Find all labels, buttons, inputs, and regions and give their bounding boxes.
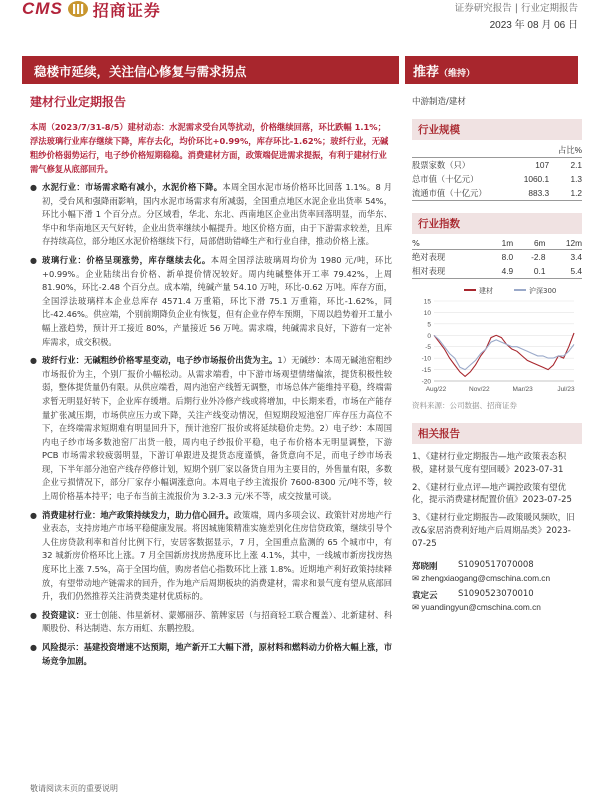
x-tick-label: Nov/22 (469, 386, 490, 393)
scale-row-pct: 1.3 (570, 174, 582, 184)
bullet-dot-icon: ● (30, 610, 37, 620)
index-value: 0.1 (533, 266, 546, 276)
bullet-dot-icon: ● (30, 510, 37, 520)
scale-row-label: 股票家数（只） (412, 160, 471, 170)
bullet-dot-icon: ● (30, 255, 37, 265)
scale-row-pct: 1.2 (570, 188, 582, 198)
y-tick-label: -5 (425, 344, 431, 352)
bullet-head: 水泥行业：市场需求略有减小，水泥价格下降。 (42, 182, 223, 192)
x-tick-label: Mar/23 (512, 386, 533, 393)
abstract: 本周（2023/7/31-8/5）建材动态：水泥需求受台风等扰动，价格继续回落，环比跌幅 1.1%；浮法玻璃行业库存继续下降，库存去化，均价环比+0.99%，库存环比-1.62%；玻纤行业，无碱粗纱价格弱势运行，电子纱价格短期稳稳。消费建材方面，政策端促进需求提振，有利于建材行业需气修复从底部回升。 (30, 122, 389, 174)
bullet-dot-icon: ● (30, 643, 37, 652)
index-value: 8.0 (501, 252, 514, 262)
report-header (0, 0, 600, 52)
header-info (455, 0, 578, 31)
scale-row-pct: 2.1 (570, 160, 582, 170)
analyst-block (412, 560, 582, 612)
index-value: 3.4 (570, 252, 582, 262)
bullet-investment-advice (30, 609, 392, 636)
index-value: 5.4 (570, 266, 582, 276)
analyst-name: 袁定云 (412, 590, 438, 601)
report-type: 建材行业定期报告 (30, 95, 127, 109)
bullet-head: 玻纤行业：无碱粗纱价格零星变动，电子纱市场报价出货为主。 (42, 355, 278, 366)
analyst-row (412, 589, 582, 601)
industry-scale-heading: 行业规模 (412, 119, 582, 140)
bullet-cement (30, 181, 392, 249)
sector-label: 中游制造/建材 (412, 97, 466, 107)
bullet-consumer-materials (30, 509, 392, 604)
report-title: 稳楼市延续，关注信心修复与需求拐点 (34, 64, 247, 79)
rating-value: 推荐 (413, 65, 440, 80)
rating-qualifier: （维持） (439, 69, 476, 79)
index-value: -2.8 (531, 252, 546, 262)
related-reports-heading: 相关报告 (412, 423, 582, 444)
industry-index-heading: 行业指数 (412, 213, 582, 234)
y-tick-label: 0 (427, 332, 431, 340)
pct-header: 占比% (558, 145, 582, 155)
bullet-fiberglass (30, 354, 392, 504)
rating-bar (405, 56, 578, 84)
analyst-row (412, 560, 582, 572)
index-col-header: 12m (565, 238, 582, 248)
bullet-head: 风险提示：基建投资增速不达预期，地产新开工大幅下滑，原材料和燃料动力价格大幅上涨，市场竞争加剧。 (42, 642, 392, 666)
analyst-email[interactable]: ✉ yuandingyun@cmschina.com.cn (412, 601, 541, 612)
index-row-label: 绝对表现 (412, 252, 446, 262)
related-report-item[interactable]: 1、《建材行业定期报告—地产政策表态积极，建材景气度有望回暖》2023-07-31 (412, 452, 567, 475)
industry-scale-table (412, 143, 582, 201)
analyst-email-text[interactable]: zhengxiaogang@cmschina.com.cn (421, 572, 551, 583)
rating-label (413, 61, 475, 80)
bullet-body: 政策端，周内多项会议、政策针对房地产行业表态，支持房地产市场平稳健康发展。将因城施策精准实施差别化住房信贷政策，继续引导个人住房贷款利率和首付比例下行，安居客数据显示，7 月，全国重点监测的 65 个城市中，有 32 城新房价格环比上涨。7 月全国新房找房热度环比上涨 4.1%，其中，一线城市新房找房热度环比上涨 7.5%，高于全国均值，购房者信心指数环比上涨 1.8%。近期地产利好政策持续释放，有望带动地产链需求的回升，作为地产后周期板块的消费建材，需求和景气度有望从底部回升，我们仍然推荐关注消费类建材优质标的。 (42, 509, 392, 602)
index-col-header: % (412, 238, 420, 248)
y-tick-label: -15 (421, 367, 431, 375)
index-value: 4.9 (501, 266, 514, 276)
bullet-glass (30, 254, 392, 349)
y-tick-label: 10 (423, 309, 431, 317)
analyst-email-text[interactable]: yuandingyun@cmschina.com.cn (421, 601, 541, 612)
analyst-name: 郑晓刚 (412, 561, 438, 572)
analyst-code: S1090523070010 (458, 588, 534, 599)
scale-row-value: 883.3 (528, 188, 550, 198)
bullet-body: 本周全国浮法玻璃周均价为 1980 元/吨，环比+0.99%。企业陆续出台价格、新单提价情况较好。周内纯碱整体开工率 79.42%，上周 81.90%，环比-2.48 个百分点。成本端，纯碱产量 54.10 万吨，环比-0.62 万吨。库存方面，全国浮法玻璃样本企业总库存 4571.4 万重箱，环比下滑 75.1 万重箱，环比-1.62%，同比-42.46%。供应端，个别前期降负企业有恢复，但有企业存停车预期，下周以趋势着开工量小幅上涨趋势，预计开工接近 80%，产量接近 56 万吨。需求端，纯碱需求良好，下游有一定补库需求，成交积极。 (42, 254, 392, 347)
page-footer: 敬请阅读末页的重要说明 (30, 784, 118, 793)
chart-source: 资料来源：公司数据、招商证券 (412, 401, 517, 410)
related-report-item[interactable]: 2、《建材行业点评—地产调控政策有望优化，提示消费建材配置价值》2023-07-25 (412, 482, 572, 506)
report-date: 2023 年 08 月 06 日 (489, 20, 578, 31)
analyst-code: S1090517070008 (458, 559, 534, 570)
bullet-body: 1）无碱纱：本周无碱池窑粗纱市场报价为主，个别厂报价小幅松动。从需求端看，中下游市场观望情绪偏浓，提货积极性较弱，整体提货量仍有限。从供应端看，周内池窑产线暂无调整，市场总体产能维持平稳，终端需求暂无明显好转下，企业库存缓增。后期行业外冷修产线或将增加，中长期来看，市场在产能存量扩张减压期，市场供应压力或下降，关注产线变动情况，但短期段短池窑厂库存压力高位不下，在终端需求短期难有明显回升下，预计池窑厂报价或将延续稳价走势。2）电子纱：本周国内电子纱市场多数池窑厂出货一般，周内电子纱报价平稳，电子布价格本无明显调整，下游 PCB 市场需求较疲弱明显，下游订单跟进及提货态度谨慎，备货意向不足，而电子纱市场表现，下半年部分池窑产线存停修计划，短期个别厂家以备货自用为主要目的，外售量有限，多数企业亏损情况下，部分厂家存小幅调涨意向。本周电子纱主流报价 7600-8300 元/吨不等，较上周价格基本持平；电子布当前主流报价为 3.2-3.3 元/米不等，成交按量可谈。 (42, 355, 392, 502)
bullet-head: 消费建材行业：地产政策持续发力，助力信心回升。 (42, 509, 234, 520)
index-col-header: 6m (533, 238, 546, 248)
bullet-dot-icon: ● (30, 183, 37, 192)
bullet-head: 投资建议： (42, 609, 85, 620)
bullet-dot-icon: ● (30, 356, 37, 366)
sidebar (412, 95, 582, 612)
x-tick-label: Aug/22 (425, 386, 447, 393)
analyst-email[interactable]: ✉ zhengxiaogang@cmschina.com.cn (412, 572, 551, 583)
y-tick-label: -20 (421, 378, 431, 386)
report-category: 证券研究报告 | 行业定期报告 (454, 3, 578, 14)
x-tick-label: Jul/23 (557, 386, 575, 393)
legend-label: 建材 (479, 287, 493, 295)
y-tick-label: -10 (421, 355, 431, 363)
company-logo (22, 0, 161, 18)
y-tick-label: 15 (423, 298, 431, 306)
logo-mark-icon (67, 0, 89, 18)
index-row-label: 相对表现 (412, 266, 446, 276)
industry-index-table (412, 237, 582, 279)
main-content (30, 120, 392, 668)
scale-row-value: 1060.1 (523, 174, 550, 184)
bullet-head: 玻璃行业：价格呈现涨势，库存继续去化。 (42, 254, 211, 265)
index-chart (412, 283, 582, 398)
scale-row-value: 107 (535, 160, 550, 170)
y-tick-label: 5 (427, 321, 431, 329)
logo-latin: CMS (22, 0, 63, 18)
index-col-header: 1m (501, 238, 514, 248)
bullet-body: 本周全国水泥市场价格环比回落 1.1%。8 月初，受台风和强降雨影响，国内水泥市场需求有所减弱，全国重点地区水泥企业出货率 54%，环比小幅下滑 1 个百分点。分区域看，华北、东北、西南地区企业出货率回落明显，而华东、华中和华南地区天气好转，企业出货率继续小幅提升。地区价格方面，由于下游需求较差，且库存持续高位，部分地区水泥价格继续下行，局部借助错峰生产和行业自律，推动价格上涨。 (42, 182, 392, 247)
series-line (434, 333, 574, 376)
related-report-item[interactable]: 3、《建材行业定期报告—政策暖风频吹，旧改&家居消费利好地产后周期品类》2023-07-25 (412, 513, 575, 549)
index-line-chart (412, 283, 582, 398)
scale-row-label: 总市值（十亿元） (412, 174, 479, 184)
bullet-risk (30, 641, 392, 668)
logo-chinese: 招商证券 (92, 0, 161, 20)
scale-row-label: 流通市值（十亿元） (412, 188, 487, 198)
legend-label: 沪深300 (529, 287, 557, 295)
related-reports-list (412, 451, 582, 551)
bullet-body: 亚士创能、伟星新材、蒙娜丽莎、箭牌家居（与招商轻工联合覆盖）、北新建材、科顺股份、科达制造、东方雨虹、东鹏控股。 (42, 609, 392, 634)
title-bar (22, 56, 399, 84)
